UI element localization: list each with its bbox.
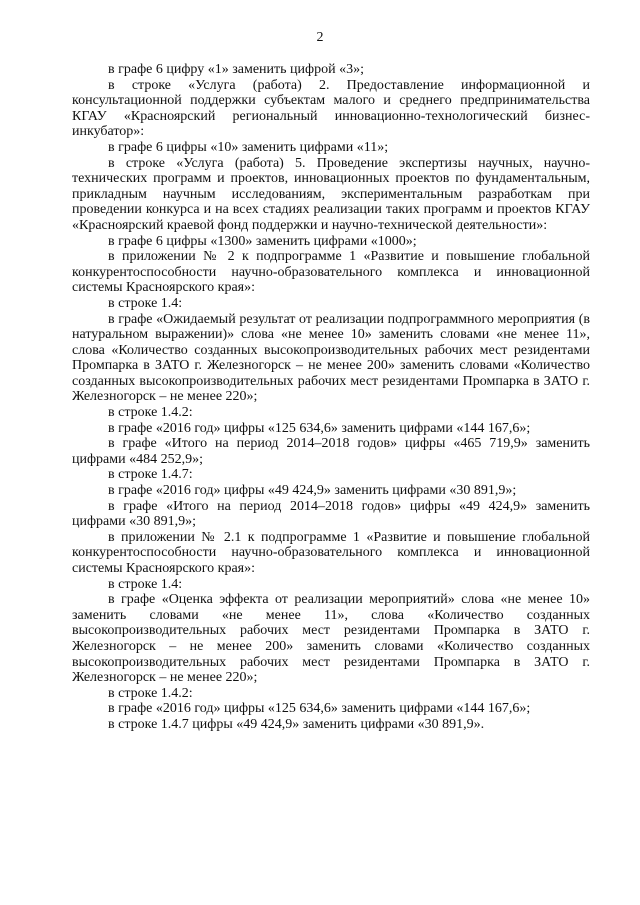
paragraph-15: в приложении № 2.1 к подпрограмме 1 «Развитие и повышение глобальной конкурентоспособности научно-образовательного комплекса и инновационной системы Красноярского края»: xyxy=(72,529,590,576)
paragraph-16: в строке 1.4: xyxy=(108,576,183,592)
paragraph-9: в строке 1.4.2: xyxy=(108,405,193,421)
paragraph-4: в строке «Услуга (работа) 5. Проведение экспертизы научных, научно-технических программ и проектов, инновационных проектов по фундаментальным, прикладным научным исследованиям, экспериментальным разработкам при проведении конкурса и на всех стадиях реализации таких программ и проектов КГАУ «Красноярский краевой фонд поддержки и научно-технической деятельности»: xyxy=(72,155,590,233)
document-body xyxy=(72,62,590,733)
paragraph-14: в графе «Итого на период 2014–2018 годов» цифры «49 424,9» заменить цифрами «30 891,9»; xyxy=(72,498,590,530)
paragraph-17: в графе «Оценка эффекта от реализации мероприятий» слова «не менее 10» заменить словами «не менее 11», слова «Количество созданных высокопроизводительных рабочих мест резидентами Промпарка в ЗАТО г. Железногорск – не менее 200» заменить словами «Количество созданных высокопроизводительных рабочих мест резидентами Промпарка в ЗАТО г. Железногорск – не менее 220»; xyxy=(72,592,590,686)
paragraph-13: в графе «2016 год» цифры «49 424,9» заменить цифрами «30 891,9»; xyxy=(108,483,517,499)
paragraph-2: в строке «Услуга (работа) 2. Предоставление информационной и консультационной поддержки субъектам малого и среднего предпринимательства КГАУ «Красноярский региональный инновационно-технологический бизнес-инкубатор»: xyxy=(72,77,590,140)
page-number: 2 xyxy=(316,30,324,45)
paragraph-11: в графе «Итого на период 2014–2018 годов» цифры «465 719,9» заменить цифрами «484 252,9»; xyxy=(72,436,590,467)
paragraph-5: в графе 6 цифры «1300» заменить цифрами «1000»; xyxy=(108,233,417,249)
paragraph-10: в графе «2016 год» цифры «125 634,6» заменить цифрами «144 167,6»; xyxy=(108,420,531,436)
paragraph-8: в графе «Ожидаемый результат от реализации подпрограммного мероприятия (в натуральном выражении)» слова «не менее 10» заменить словами «не менее 11», слова «Количество созданных высокопроизводительных рабочих мест резидентами Промпарка в ЗАТО г. Железногорск – не менее 200» заменить словами «Количество созданных высокопроизводительных рабочих мест резидентами Промпарка в ЗАТО г. Железногорск – не менее 220»; xyxy=(72,311,590,405)
paragraph-12: в строке 1.4.7: xyxy=(108,467,193,483)
paragraph-1: в графе 6 цифру «1» заменить цифрой «3»; xyxy=(108,62,364,77)
paragraph-19: в графе «2016 год» цифры «125 634,6» заменить цифрами «144 167,6»; xyxy=(108,701,531,717)
paragraph-18: в строке 1.4.2: xyxy=(108,685,193,701)
paragraph-6: в приложении № 2 к подпрограмме 1 «Развитие и повышение глобальной конкурентоспособности научно-образовательного комплекса и инновационной системы Красноярского края»: xyxy=(72,249,590,296)
paragraph-7: в строке 1.4: xyxy=(108,295,183,311)
paragraph-20: в строке 1.4.7 цифры «49 424,9» заменить цифрами «30 891,9». xyxy=(108,716,485,732)
paragraph-3: в графе 6 цифры «10» заменить цифрами «11»; xyxy=(108,139,389,155)
